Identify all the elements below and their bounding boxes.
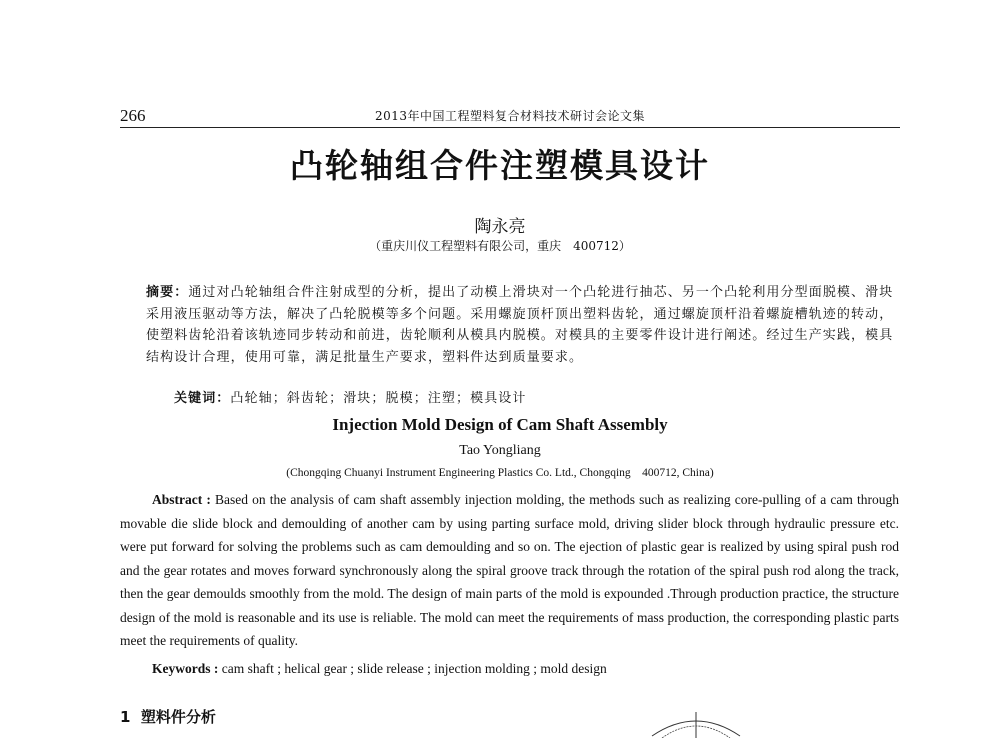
abstract-en bbox=[120, 488, 899, 653]
affiliation-en: (Chongqing Chuanyi Instrument Engineering Plastics Co. Ltd., Chongqing 400712, China) bbox=[286, 467, 714, 479]
keywords-en-text: cam shaft ; helical gear ; slide release ; injection molding ; mold design bbox=[221, 661, 607, 676]
keywords-cn-label: 关键词： bbox=[174, 391, 231, 406]
section-number: 1 bbox=[120, 708, 131, 726]
abstract-cn-label: 摘要： bbox=[146, 285, 189, 300]
author-en: Tao Yongliang bbox=[459, 443, 541, 458]
section-heading bbox=[120, 706, 216, 727]
keywords-en-label: Keywords : bbox=[152, 661, 219, 676]
page-number: 266 bbox=[120, 106, 146, 125]
affiliation-cn: （重庆川仪工程塑料有限公司，重庆 400712） bbox=[369, 239, 631, 253]
keywords-en bbox=[152, 661, 607, 677]
section-title: 塑料件分析 bbox=[140, 708, 216, 726]
figure-partial bbox=[648, 708, 744, 738]
keywords-cn bbox=[174, 387, 874, 406]
paper-title-cn: 凸轮轴组合件注塑模具设计 bbox=[290, 146, 710, 185]
author-cn: 陶永亮 bbox=[474, 217, 526, 237]
abstract-en-text: Based on the analysis of cam shaft assembly injection molding, the methods such as realizing core-pulling of a cam through movable die slide block and demoulding of another cam by using parting surface mold, driving slider block through hydraulic pressure etc. were put forward for solving the problems such as cam demoulding and so on. The ejection of plastic gear is realized by using spiral push rod and the gear rotates and moves forward synchronously along the spiral groove track through the rotation of the spiral push rod along the track, then the gear demoulds smoothly from the mold. The design of main parts of the mold is expounded .Through production practice, the structure design of the mold is reasonable and its use is reliable. The mold can meet the requirements of mass production, the corresponding plastic parts meet the requirements of quality. bbox=[120, 492, 900, 648]
abstract-en-label: Abstract : bbox=[152, 492, 211, 507]
paper-title-en: Injection Mold Design of Cam Shaft Assembly bbox=[332, 415, 668, 434]
running-head: 2013年中国工程塑料复合材料技术研讨会论文集 bbox=[374, 109, 646, 123]
abstract-cn-text: 通过对凸轮轴组合件注射成型的分析，提出了动模上滑块对一个凸轮进行抽芯、另一个凸轮利用分型面脱模、滑块采用液压驱动等方法，解决了凸轮脱模等多个问题。采用螺旋顶杆顶出塑料齿轮，通过螺旋顶杆沿着螺旋槽轨迹的转动，使塑料齿轮沿着该轨迹同步转动和前进，齿轮顺利从模具内脱模。对模具的主要零件设计进行阐述。经过生产实践，模具结构设计合理，使用可靠，满足批量生产要求，塑料件达到质量要求。 bbox=[146, 285, 894, 365]
keywords-cn-text: 凸轮轴；斜齿轮；滑块；脱模；注塑；模具设计 bbox=[230, 391, 527, 406]
page-header bbox=[120, 103, 900, 128]
abstract-cn bbox=[146, 282, 894, 368]
